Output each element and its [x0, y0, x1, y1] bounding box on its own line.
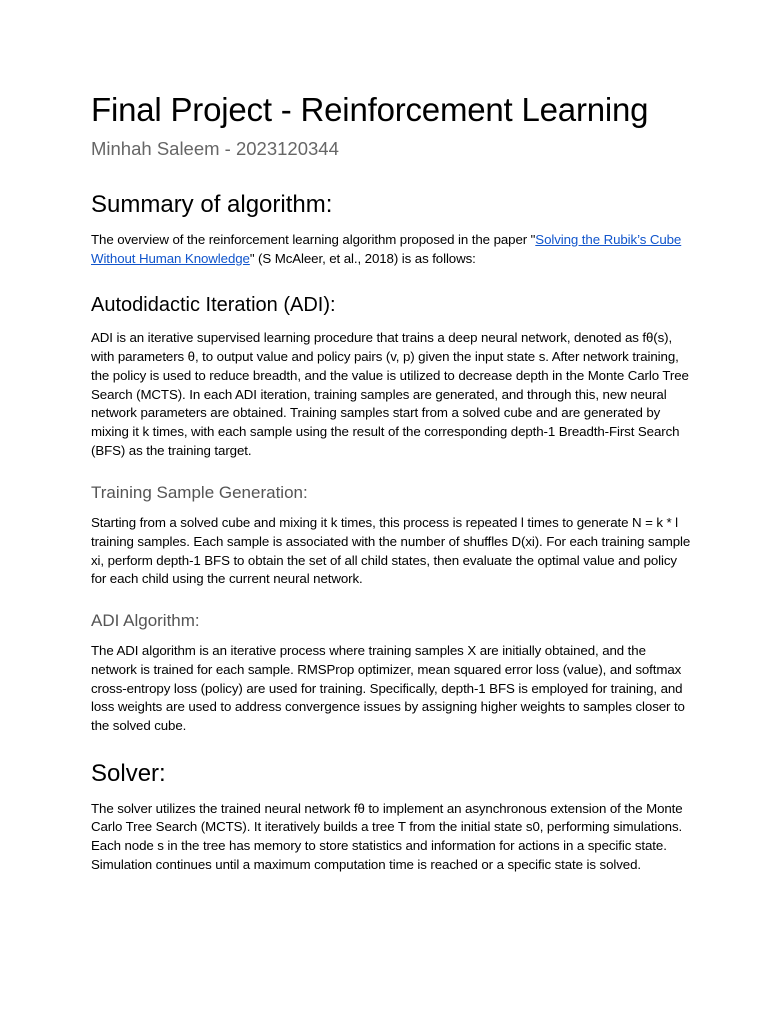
training-sample-paragraph: Starting from a solved cube and mixing it k times, this process is repeated l times to generate N = k * l training samples. Each sample is associated with the number of shuffles D(xi). For each training sample xi, perform depth-1 BFS to obtain the set of all child states, then evaluate the optimal value and policy for each child using the current neural network. — [91, 515, 691, 587]
adi-algorithm-paragraph: The ADI algorithm is an iterative process where training samples X are initially obtained, and the network is trained for each sample. RMSProp optimizer, mean squared error loss (value), and softmax cross-entropy loss (policy) are used for training. Specifically, depth-1 BFS is employed for training, and loss weights are used to address convergence issues by assigning higher weights to samples closer to the solved cube. — [91, 643, 685, 733]
adi-algorithm-heading: ADI Algorithm: — [91, 611, 200, 631]
adi-heading: Autodidactic Iteration (ADI): — [91, 294, 336, 317]
summary-intro-before: The overview of the reinforcement learning algorithm proposed in the paper " — [91, 232, 536, 247]
solver-heading: Solver: — [91, 759, 166, 787]
paper-link[interactable]: Solving the Rubik’s Cube Without Human Knowledge — [91, 232, 682, 266]
summary-paragraph — [91, 231, 691, 268]
summary-heading: Summary of algorithm: — [91, 191, 333, 218]
training-sample-heading: Training Sample Generation: — [91, 483, 308, 503]
adi-paragraph: ADI is an iterative supervised learning procedure that trains a deep neural network, denoted as fθ(s), with parameters θ, to output value and policy pairs (v, p) given the input state s. After network training, the policy is used to reduce breadth, and the value is utilized to decrease depth in the Monte Carlo Tree Search (MCTS). In each ADI iteration, training samples are generated, and through this, new neural network parameters are obtained. Training samples start from a solved cube and are generated by mixing it k times, with each sample using the result of the corresponding depth-1 Breadth-First Search (BFS) as the training target. — [91, 330, 689, 458]
document-page — [91, 88, 691, 874]
summary-intro-after: " (S McAleer, et al., 2018) is as follows: — [249, 250, 476, 266]
solver-paragraph: The solver utilizes the trained neural network fθ to implement an asynchronous extension of the Monte Carlo Tree Search (MCTS). It iteratively builds a tree T from the initial state s0, performing simulations. Each node s in the tree has memory to store statistics and information for actions in a specific state. Simulation continues until a maximum computation time is reached or a specific state is solved. — [91, 800, 683, 872]
document-title: Final Project - Reinforcement Learning — [91, 91, 649, 128]
document-subtitle: Minhah Saleem - 2023120344 — [91, 138, 339, 159]
